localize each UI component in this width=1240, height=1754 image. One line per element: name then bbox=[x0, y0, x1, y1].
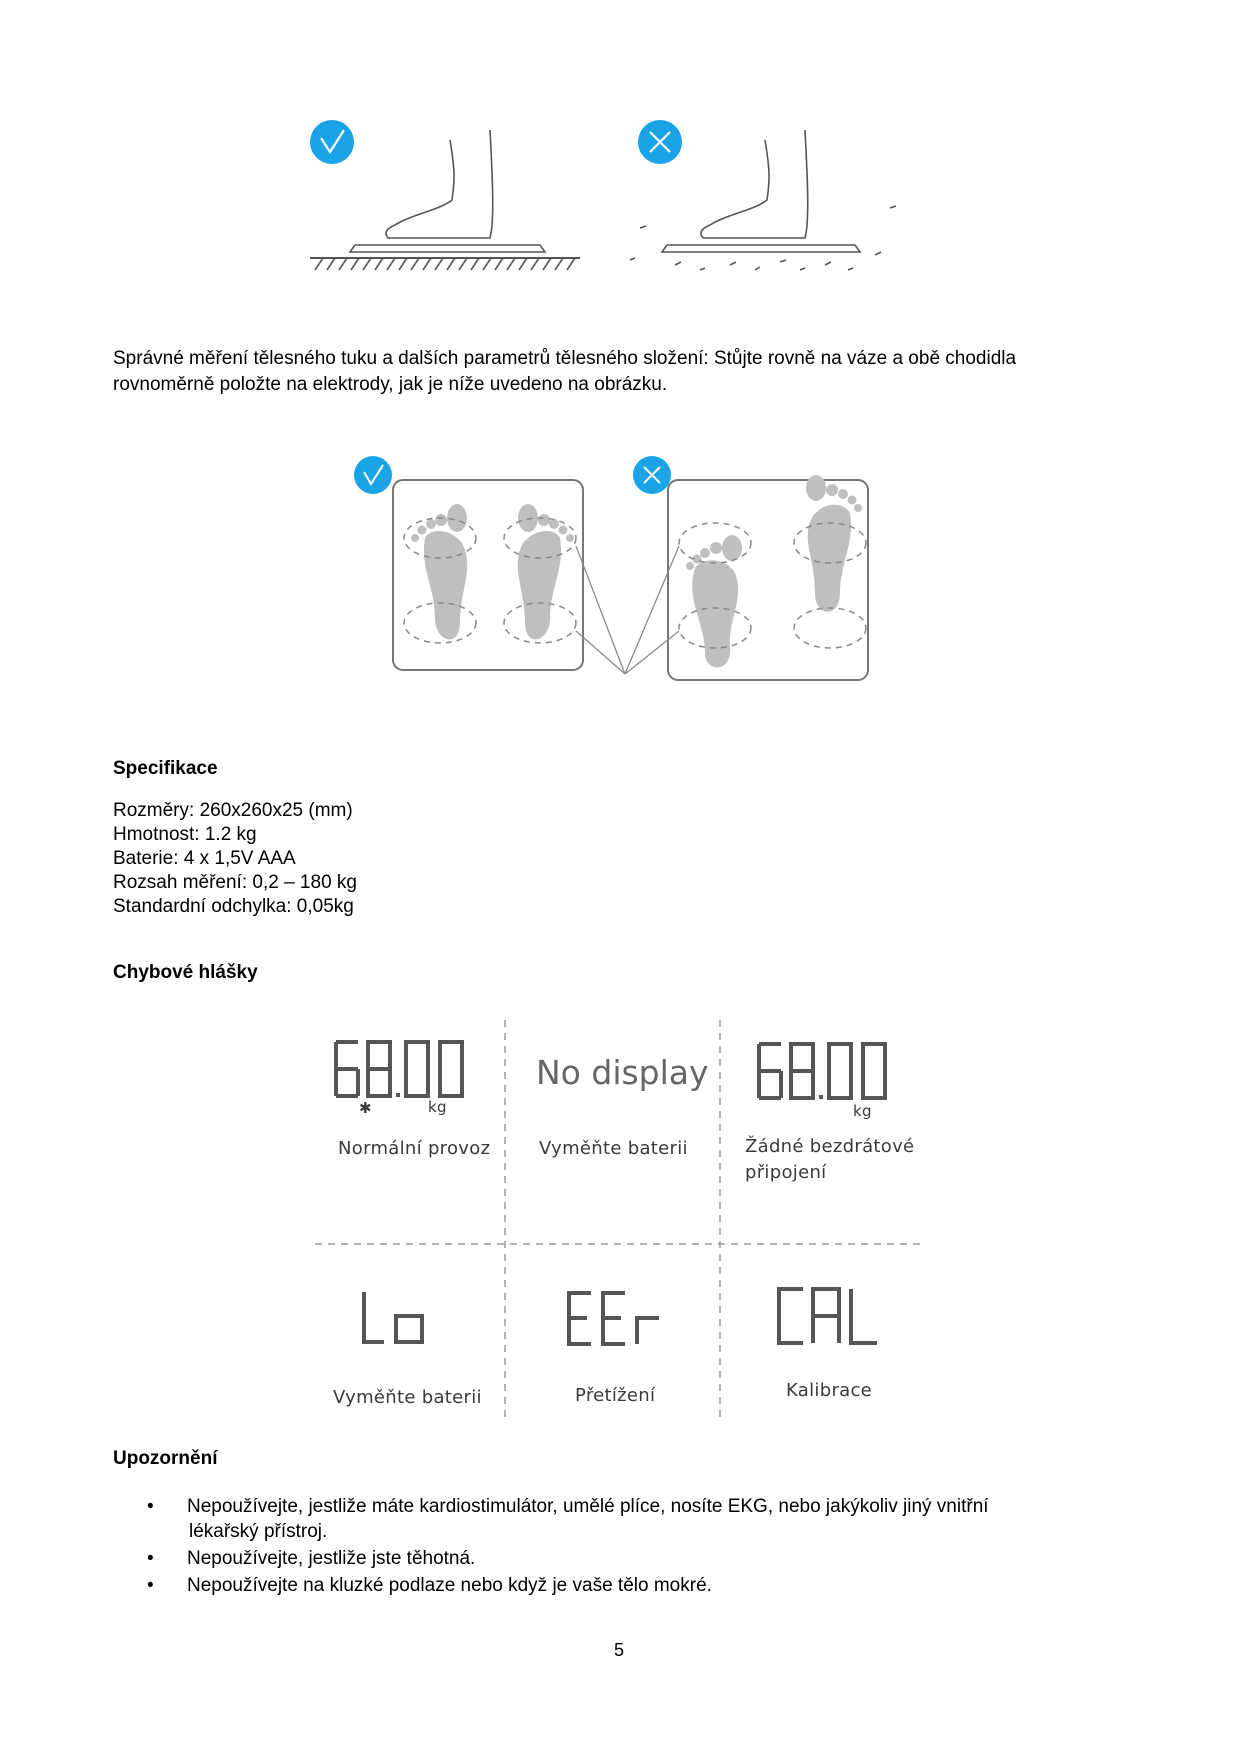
page-number: 5 bbox=[614, 1640, 625, 1660]
warning-item-1-line-2: lékařský přístroj. bbox=[189, 1521, 328, 1542]
label-overload: Přetížení bbox=[575, 1385, 656, 1406]
display-no-display: No display bbox=[536, 1053, 709, 1092]
electrode-callout-lines bbox=[576, 546, 679, 674]
standing-figure bbox=[300, 110, 920, 290]
bullet: • bbox=[147, 1575, 154, 1596]
check-icon bbox=[310, 120, 354, 164]
list-item bbox=[113, 1573, 1133, 1598]
bluetooth-icon: ✱ bbox=[359, 1099, 372, 1117]
display-normal-unit: kg bbox=[428, 1098, 447, 1116]
spec-deviation: Standardní odchylka: 0,05kg bbox=[113, 896, 354, 917]
cross-icon bbox=[633, 456, 671, 494]
spec-weight: Hmotnost: 1.2 kg bbox=[113, 824, 257, 845]
spec-dimensions: Rozměry: 260x260x25 (mm) bbox=[113, 800, 353, 821]
errors-heading: Chybové hlášky bbox=[113, 962, 258, 983]
list-item bbox=[113, 1494, 1133, 1544]
specs-heading: Specifikace bbox=[113, 758, 218, 779]
intro-paragraph bbox=[113, 346, 1133, 398]
display-normal bbox=[332, 1038, 477, 1103]
display-lo bbox=[358, 1290, 438, 1350]
warning-item-3: Nepoužívejte na kluzké podlaze nebo když je vaše tělo mokré. bbox=[187, 1575, 712, 1596]
label-no-wireless-2: připojení bbox=[745, 1162, 827, 1183]
intro-line-1: Správné měření tělesného tuku a dalších parametrů tělesného složení: Stůjte rovně na váze a obě chodidla bbox=[113, 348, 1017, 369]
label-replace-battery-1: Vyměňte baterii bbox=[539, 1138, 688, 1159]
warning-list bbox=[113, 1494, 1133, 1600]
label-normal: Normální provoz bbox=[338, 1138, 491, 1159]
correct-feet-illustration bbox=[393, 480, 583, 670]
specs-list bbox=[113, 799, 357, 919]
warning-item-1-line-1: Nepoužívejte, jestliže máte kardiostimulátor, umělé plíce, nosíte EKG, nebo jakýkoliv jiný vnitřní bbox=[187, 1496, 989, 1517]
feet-figure bbox=[350, 448, 880, 688]
display-cal bbox=[775, 1285, 885, 1350]
display-no-wireless bbox=[755, 1040, 900, 1105]
check-icon bbox=[354, 456, 392, 494]
label-replace-battery-2: Vyměňte baterii bbox=[333, 1387, 482, 1408]
intro-line-2: rovnoměrně položte na elektrody, jak je níže uvedeno na obrázku. bbox=[113, 374, 668, 395]
spec-battery: Baterie: 4 x 1,5V AAA bbox=[113, 848, 296, 869]
list-item bbox=[113, 1546, 1133, 1571]
bullet: • bbox=[147, 1496, 154, 1517]
bullet: • bbox=[147, 1548, 154, 1569]
wrong-feet-illustration bbox=[668, 475, 868, 680]
label-calibration: Kalibrace bbox=[786, 1380, 873, 1401]
spec-range: Rozsah měření: 0,2 – 180 kg bbox=[113, 872, 357, 893]
display-eer bbox=[565, 1290, 675, 1350]
warning-heading: Upozornění bbox=[113, 1448, 218, 1469]
cross-icon bbox=[638, 120, 682, 164]
warning-item-2: Nepoužívejte, jestliže jste těhotná. bbox=[187, 1548, 476, 1569]
display-no-wireless-unit: kg bbox=[853, 1102, 872, 1120]
label-no-wireless-1: Žádné bezdrátové bbox=[745, 1136, 915, 1157]
